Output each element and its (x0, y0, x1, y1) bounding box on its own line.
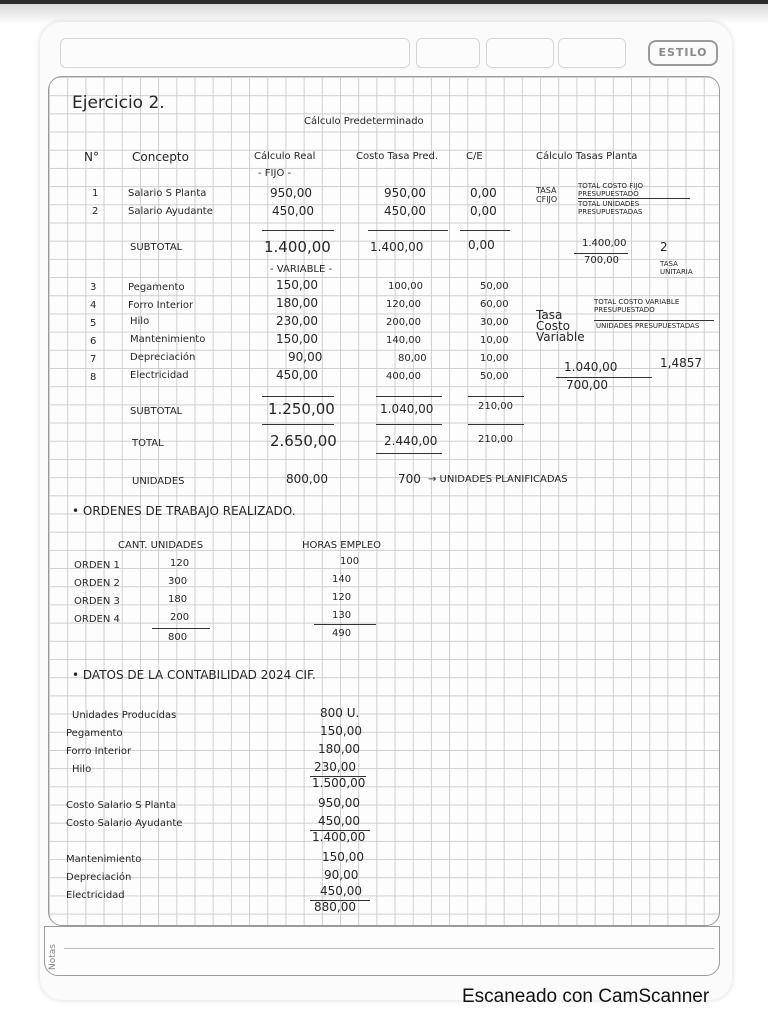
rule (152, 628, 210, 629)
header-field-1 (60, 38, 410, 68)
acct-label: Costo Salario Ayudante (66, 818, 183, 829)
row-n: 1 (92, 188, 99, 199)
acct-label: Depreciación (66, 872, 132, 883)
total-label: TOTAL (132, 438, 164, 449)
scan-shadow (0, 4, 768, 24)
acct-value: 1.500,00 (312, 776, 366, 790)
orders-col-hours: HORAS EMPLEO (302, 540, 382, 551)
units-label: UNIDADES (132, 476, 185, 487)
calc2-result: 1,4857 (660, 356, 702, 370)
section-subtitle: Cálculo Predeterminado (304, 116, 424, 127)
header-field-2 (416, 38, 480, 68)
row-concept: Mantenimiento (130, 334, 206, 345)
subtotal-real: 1.250,00 (268, 400, 335, 418)
order-hours: 100 (340, 556, 360, 567)
row-n: 6 (90, 336, 97, 347)
brand-logo: ESTILO (648, 40, 718, 66)
row-n: 7 (90, 354, 97, 365)
rule (314, 624, 376, 625)
row-pred: 200,00 (386, 317, 421, 328)
acct-label: Unidades Producidas (72, 710, 177, 721)
row-ce: 0,00 (470, 186, 497, 200)
acct-value: 880,00 (314, 900, 356, 914)
order-units: 300 (168, 576, 188, 587)
row-pred: 140,00 (386, 335, 421, 346)
order-name: ORDEN 4 (74, 614, 120, 625)
order-name: ORDEN 1 (74, 560, 120, 571)
acct-value: 180,00 (318, 742, 360, 756)
notes-label: Notas (48, 944, 58, 970)
acct-label: Costo Salario S Planta (66, 800, 176, 811)
row-concept: Salario S Planta (128, 188, 207, 199)
fixed-rate-num: TOTAL COSTO FIJO PRESUPUESTADO (578, 182, 643, 198)
row-ce: 60,00 (480, 299, 509, 310)
calc2-den: 700,00 (566, 378, 608, 392)
acct-label: Pegamento (66, 728, 123, 739)
exercise-title: Ejercicio 2. (72, 93, 165, 113)
subtotal-label: SUBTOTAL (130, 406, 183, 417)
row-n: 2 (92, 206, 99, 217)
acct-value: 230,00 (314, 760, 356, 774)
camscanner-watermark: Escaneado con CamScanner (462, 986, 710, 1007)
col-header-ce: C/E (466, 151, 483, 162)
rule (376, 453, 442, 454)
total-ce: 210,00 (478, 434, 513, 445)
rule (368, 230, 448, 231)
row-real: 450,00 (276, 368, 318, 382)
order-hours: 120 (332, 592, 352, 603)
units-pred: 700 (398, 472, 421, 486)
order-hours: 140 (332, 574, 352, 585)
row-n: 4 (90, 300, 97, 311)
row-real: 230,00 (276, 314, 318, 328)
calc1-num: 1.400,00 (582, 238, 627, 249)
calc1-note: TASA UNITARIA (660, 260, 693, 276)
subtotal-real: 1.400,00 (264, 238, 331, 256)
col-header-n: N° (84, 150, 99, 164)
units-real: 800,00 (286, 472, 328, 486)
acct-value: 150,00 (322, 850, 364, 864)
acct-value: 450,00 (320, 884, 362, 898)
row-real: 950,00 (270, 186, 312, 200)
row-pred: 450,00 (384, 204, 426, 218)
acct-label: Electricidad (66, 890, 125, 901)
calc1-result: 2 (660, 240, 668, 254)
subtotal-pred: 1.400,00 (370, 240, 424, 254)
rule (468, 396, 524, 397)
accounting-title: • DATOS DE LA CONTABILIDAD 2024 CIF. (72, 668, 316, 682)
row-ce: 10,00 (480, 335, 509, 346)
units-note: → UNIDADES PLANIFICADAS (428, 474, 568, 485)
acct-label: Forro Interior (66, 746, 132, 757)
row-ce: 0,00 (470, 204, 497, 218)
order-units: 200 (170, 612, 190, 623)
order-units: 180 (168, 594, 188, 605)
acct-value: 800 U. (320, 706, 360, 720)
row-n: 3 (90, 282, 97, 293)
orders-col-units: CANT. UNIDADES (118, 540, 204, 551)
row-real: 90,00 (288, 350, 323, 364)
row-ce: 50,00 (480, 281, 509, 292)
rule (468, 424, 524, 425)
acct-value: 950,00 (318, 796, 360, 810)
row-concept: Forro Interior (128, 300, 194, 311)
row-real: 450,00 (272, 204, 314, 218)
var-rate-num: TOTAL COSTO VARIABLE PRESUPUESTADO (594, 298, 680, 314)
fixed-rate-den: TOTAL UNIDADES PRESUPUESTADAS (578, 200, 643, 216)
row-pred: 950,00 (384, 186, 426, 200)
col-header-real: Cálculo Real (254, 151, 316, 162)
order-name: ORDEN 3 (74, 596, 120, 607)
order-hours: 130 (332, 610, 352, 621)
rule (376, 396, 442, 397)
acct-value: 150,00 (320, 724, 362, 738)
row-pred: 400,00 (386, 371, 421, 382)
rule (460, 230, 510, 231)
fijo-label: - FIJO - (258, 168, 292, 179)
fixed-rate-lhs: TASA CFIJO (536, 186, 558, 204)
subtotal-pred: 1.040,00 (380, 402, 434, 416)
header-field-4 (558, 38, 626, 68)
row-n: 8 (90, 372, 97, 383)
row-ce: 50,00 (480, 371, 509, 382)
acct-value: 1.400,00 (312, 830, 366, 844)
acct-label: Hilo (72, 764, 92, 775)
fraction-bar (578, 198, 690, 199)
order-units: 120 (170, 558, 190, 569)
var-rate-lhs: Tasa Costo Variable (536, 308, 585, 344)
row-real: 180,00 (276, 296, 318, 310)
acct-label: Mantenimiento (66, 854, 142, 865)
calc1-den: 700,00 (584, 255, 619, 266)
rule (376, 424, 442, 425)
row-ce: 30,00 (480, 317, 509, 328)
row-pred: 120,00 (386, 299, 421, 310)
row-concept: Depreciación (130, 352, 196, 363)
notes-line (64, 948, 714, 949)
fraction-bar (594, 320, 714, 321)
total-real: 2.650,00 (270, 432, 337, 450)
row-n: 5 (90, 318, 97, 329)
row-pred: 80,00 (398, 353, 427, 364)
col-header-calc: Cálculo Tasas Planta (536, 151, 638, 162)
row-pred: 100,00 (388, 281, 423, 292)
fraction-bar (574, 253, 628, 254)
acct-value: 450,00 (318, 814, 360, 828)
rule (262, 424, 334, 425)
row-concept: Electricidad (130, 370, 189, 381)
orders-total-hours: 490 (332, 628, 352, 639)
subtotal-ce: 0,00 (468, 238, 495, 252)
var-rate-den: UNIDADES PRESUPUESTADAS (596, 322, 700, 330)
subtotal-ce: 210,00 (478, 401, 513, 412)
orders-total-units: 800 (168, 632, 188, 643)
header-field-3 (486, 38, 554, 68)
col-header-concept: Concepto (132, 150, 189, 164)
calc2-num: 1.040,00 (564, 360, 618, 374)
col-header-pred: Costo Tasa Pred. (356, 151, 439, 162)
variable-label: - VARIABLE - (270, 264, 333, 275)
rule (262, 230, 334, 231)
orders-title: • ORDENES DE TRABAJO REALIZADO. (72, 504, 296, 518)
total-pred: 2.440,00 (384, 434, 438, 448)
subtotal-label: SUBTOTAL (130, 242, 183, 253)
row-real: 150,00 (276, 278, 318, 292)
row-concept: Salario Ayudante (128, 206, 213, 217)
acct-value: 90,00 (324, 868, 359, 882)
order-name: ORDEN 2 (74, 578, 120, 589)
row-real: 150,00 (276, 332, 318, 346)
notes-area (44, 926, 720, 976)
row-concept: Hilo (130, 316, 150, 327)
row-concept: Pegamento (128, 282, 185, 293)
rule (262, 396, 334, 397)
row-ce: 10,00 (480, 353, 509, 364)
